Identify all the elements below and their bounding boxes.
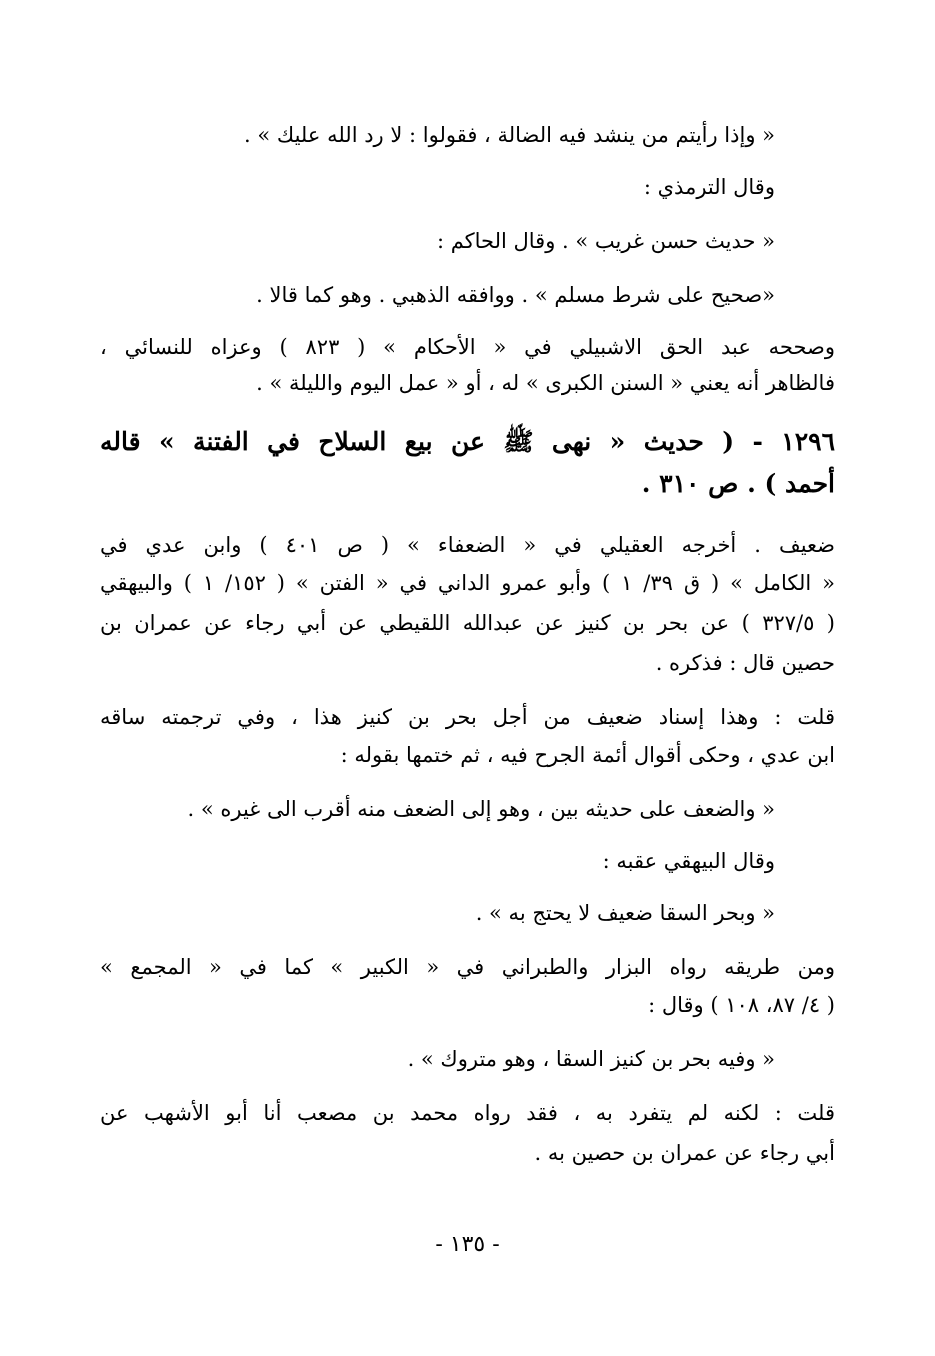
text-line: ومن طريقه رواه البزار والطبراني في « الكبير » كما في « المجمع »	[100, 955, 835, 979]
text-line: «صحيح على شرط مسلم » . ووافقه الذهبي . وهو كما قالا .	[256, 283, 775, 307]
text-line: وقال الترمذي :	[643, 175, 775, 199]
text-line: ( ٤/ ٨٧، ١٠٨ ) وقال :	[648, 993, 835, 1017]
text-line: قلت : لكنه لم يتفرد به ، فقد رواه محمد بن مصعب أنا أبو الأشهب عن	[100, 1101, 835, 1125]
text-line: حصين قال : فذكره .	[655, 651, 835, 675]
text-line: « وإذا رأيتم من ينشد فيه الضالة ، فقولوا : لا رد الله عليك » .	[244, 123, 775, 147]
quote-line: « والضعف على حديثه بين ، وهو إلى الضعف منه أقرب الى غيره » .	[187, 797, 775, 821]
text-line: « الكامل » ( ق ٣٩/ ١ ) وأبو عمرو الداني في « الفتن » ( ١٥٢/ ١ ) والبيهقي	[100, 571, 835, 595]
text-line: فالظاهر أنه يعني « السنن الكبرى » له ، أو « عمل اليوم والليلة » .	[256, 371, 835, 395]
hadith-heading: أحمد ) . ص ٣١٠ .	[641, 469, 835, 498]
text-line: وقال البيهقي عقبه :	[602, 849, 775, 873]
text-line: ( ٣٢٧/٥ ) عن بحر بن كنيز عن عبدالله اللقيطي عن أبي رجاء عن عمران بن	[100, 611, 835, 635]
text-line: أبي رجاء عن عمران بن حصين به .	[534, 1141, 835, 1165]
hadith-heading: ١٢٩٦ - ( حديث « نهى ﷺ عن بيع السلاح في الفتنة » قاله	[100, 427, 835, 456]
page-number: - ١٣٥ -	[435, 1232, 500, 1257]
quote-line: « وبحر السقا ضعيف لا يحتج به » .	[475, 901, 775, 925]
quote-line: « وفيه بحر بن كنيز السقا ، وهو متروك » .	[407, 1047, 775, 1071]
text-line: ابن عدي ، وحكى أقوال أئمة الجرح فيه ، ثم ختمها بقوله :	[340, 743, 835, 767]
text-line: قلت : وهذا إسناد ضعيف من أجل بحر بن كنيز هذا ، وفي ترجمته ساقه	[100, 705, 835, 729]
text-line: « حديث حسن غريب » . وقال الحاكم :	[436, 229, 775, 253]
text-line: ضعيف . أخرجه العقيلي في « الضعفاء » ( ص ٤٠١ ) وابن عدي في	[100, 533, 835, 557]
text-line: وصححه عبد الحق الاشبيلي في « الأحكام » ( ٨٢٣ ) وعزاه للنسائي ،	[100, 335, 836, 359]
